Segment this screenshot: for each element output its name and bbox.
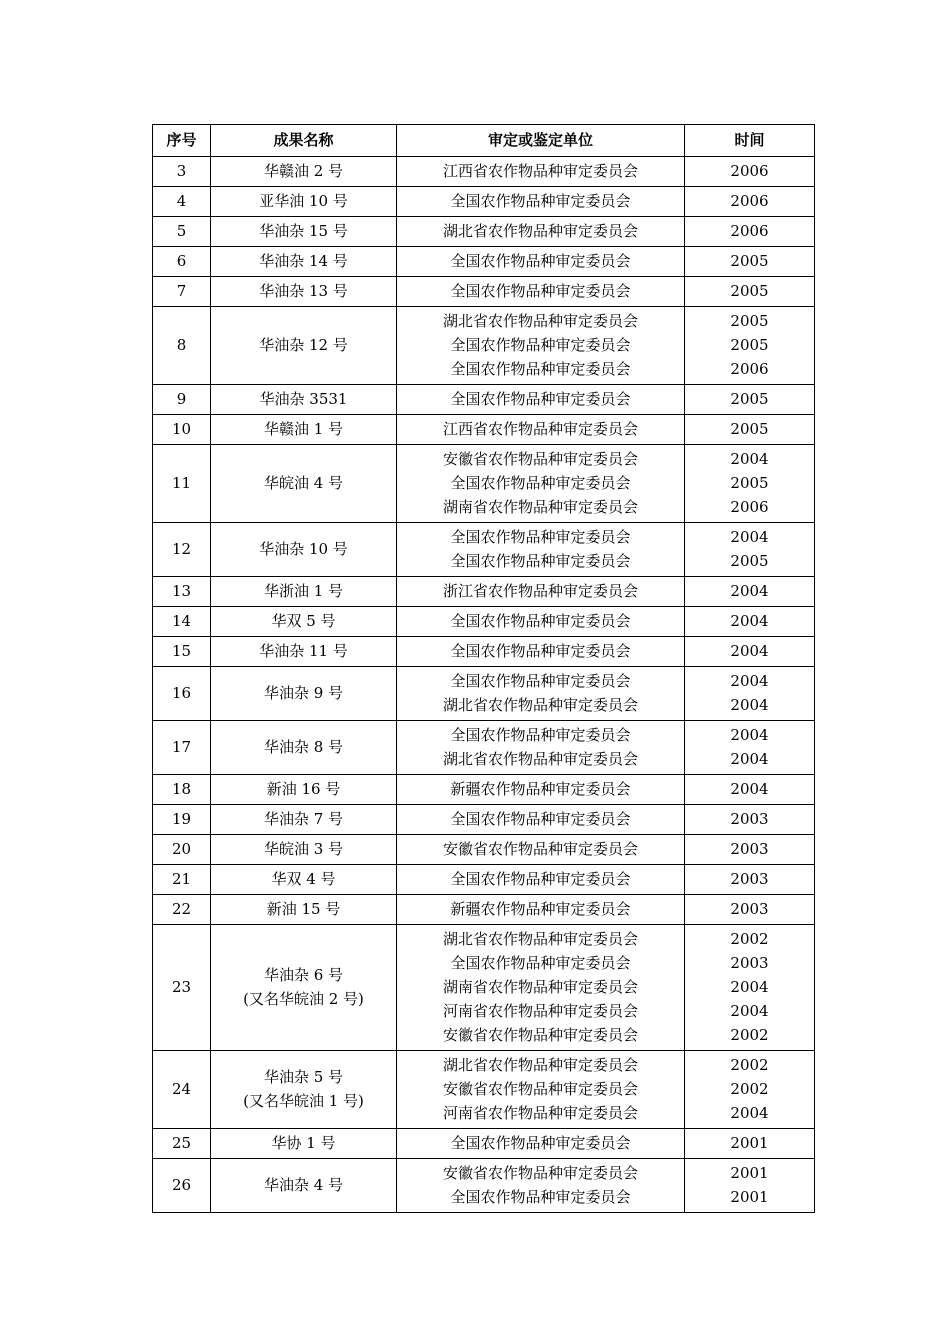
- approval-unit-line: 全国农作物品种审定委员会: [450, 642, 631, 660]
- approval-year-cell: [685, 157, 815, 187]
- approval-unit-cell: [397, 187, 685, 217]
- approval-unit-line: 全国农作物品种审定委员会: [450, 528, 631, 546]
- row-number: 26: [153, 1159, 211, 1213]
- approval-unit-cell: [397, 607, 685, 637]
- approval-year-line: 2002: [730, 930, 769, 948]
- row-number: 7: [153, 277, 211, 307]
- variety-name-cell: [211, 925, 397, 1051]
- approval-year-line: 2003: [730, 840, 769, 858]
- variety-name-cell: [211, 1129, 397, 1159]
- variety-name-line: 华皖油 4 号: [263, 474, 344, 492]
- variety-name-line: 华协 1 号: [271, 1134, 336, 1152]
- approval-unit-cell: [397, 637, 685, 667]
- variety-name-line: 华皖油 3 号: [263, 840, 344, 858]
- variety-name-cell: [211, 307, 397, 385]
- table-row: [153, 523, 815, 577]
- approval-year-cell: [685, 607, 815, 637]
- variety-name-line: (又名华皖油 1 号): [243, 1092, 364, 1110]
- table-row: [153, 865, 815, 895]
- approval-unit-cell: [397, 577, 685, 607]
- variety-name-cell: [211, 1051, 397, 1129]
- approval-unit-line: 全国农作物品种审定委员会: [450, 252, 631, 270]
- row-number: 11: [153, 445, 211, 523]
- approval-unit-line: 全国农作物品种审定委员会: [450, 360, 631, 378]
- approval-unit-cell: [397, 523, 685, 577]
- approval-year-cell: [685, 775, 815, 805]
- row-number: 6: [153, 247, 211, 277]
- table-row: [153, 307, 815, 385]
- approval-year-line: 2003: [730, 810, 769, 828]
- variety-name-cell: [211, 445, 397, 523]
- approval-unit-line: 湖北省农作物品种审定委员会: [442, 750, 638, 768]
- approval-year-cell: [685, 835, 815, 865]
- variety-name-cell: [211, 865, 397, 895]
- table-body: [153, 157, 815, 1213]
- row-number: 18: [153, 775, 211, 805]
- table-row: [153, 247, 815, 277]
- variety-name-cell: [211, 217, 397, 247]
- row-number: 4: [153, 187, 211, 217]
- variety-name-cell: [211, 607, 397, 637]
- approval-year-cell: [685, 925, 815, 1051]
- approval-year-line: 2001: [730, 1134, 769, 1152]
- approval-unit-line: 河南省农作物品种审定委员会: [442, 1104, 638, 1122]
- variety-name-line: (又名华皖油 2 号): [243, 990, 364, 1008]
- approval-unit-line: 湖北省农作物品种审定委员会: [442, 312, 638, 330]
- variety-name-line: 华油杂 9 号: [263, 684, 344, 702]
- approval-unit-line: 全国农作物品种审定委员会: [450, 282, 631, 300]
- approval-unit-line: 安徽省农作物品种审定委员会: [442, 840, 638, 858]
- variety-name-line: 华油杂 4 号: [263, 1176, 344, 1194]
- variety-name-cell: [211, 247, 397, 277]
- approval-year-cell: [685, 1159, 815, 1213]
- approval-year-line: 2005: [730, 282, 769, 300]
- approval-unit-line: 全国农作物品种审定委员会: [450, 726, 631, 744]
- approval-year-cell: [685, 865, 815, 895]
- approval-year-cell: [685, 277, 815, 307]
- approval-unit-line: 全国农作物品种审定委员会: [450, 1134, 631, 1152]
- approval-year-line: 2004: [730, 450, 769, 468]
- approval-unit-cell: [397, 721, 685, 775]
- approval-unit-line: 湖北省农作物品种审定委员会: [442, 1056, 638, 1074]
- approval-year-line: 2005: [730, 312, 769, 330]
- approval-unit-line: 全国农作物品种审定委员会: [450, 672, 631, 690]
- approval-year-cell: [685, 247, 815, 277]
- approval-unit-line: 江西省农作物品种审定委员会: [442, 162, 638, 180]
- variety-name-line: 华油杂 13 号: [259, 282, 348, 300]
- row-number: 19: [153, 805, 211, 835]
- approval-year-line: 2004: [730, 780, 769, 798]
- approval-unit-cell: [397, 277, 685, 307]
- variety-name-cell: [211, 805, 397, 835]
- approval-year-line: 2001: [730, 1164, 769, 1182]
- table-row: [153, 445, 815, 523]
- approval-year-line: 2006: [730, 162, 769, 180]
- approval-year-cell: [685, 385, 815, 415]
- variety-name-line: 华油杂 7 号: [263, 810, 344, 828]
- approval-unit-cell: [397, 805, 685, 835]
- approval-year-line: 2004: [730, 1002, 769, 1020]
- table-row: [153, 217, 815, 247]
- row-number: 16: [153, 667, 211, 721]
- approval-unit-line: 湖北省农作物品种审定委员会: [442, 222, 638, 240]
- variety-name-line: 华油杂 14 号: [259, 252, 348, 270]
- approval-unit-cell: [397, 775, 685, 805]
- row-number: 14: [153, 607, 211, 637]
- variety-name-line: 亚华油 10 号: [259, 192, 348, 210]
- table-row: [153, 1159, 815, 1213]
- variety-name-line: 华双 4 号: [271, 870, 336, 888]
- header-no: 序号: [153, 125, 211, 157]
- table-row: [153, 577, 815, 607]
- variety-name-cell: [211, 637, 397, 667]
- variety-name-cell: [211, 775, 397, 805]
- achievements-table: [152, 124, 815, 1213]
- approval-unit-cell: [397, 157, 685, 187]
- variety-name-line: 新油 16 号: [266, 780, 341, 798]
- approval-year-cell: [685, 805, 815, 835]
- approval-unit-line: 全国农作物品种审定委员会: [450, 810, 631, 828]
- variety-name-cell: [211, 835, 397, 865]
- approval-year-cell: [685, 415, 815, 445]
- variety-name-line: 华油杂 6 号: [263, 966, 344, 984]
- row-number: 15: [153, 637, 211, 667]
- approval-year-line: 2005: [730, 336, 769, 354]
- approval-unit-cell: [397, 1051, 685, 1129]
- approval-year-line: 2004: [730, 528, 769, 546]
- row-number: 5: [153, 217, 211, 247]
- approval-unit-cell: [397, 1159, 685, 1213]
- row-number: 8: [153, 307, 211, 385]
- variety-name-cell: [211, 157, 397, 187]
- approval-unit-line: 新疆农作物品种审定委员会: [450, 780, 631, 798]
- approval-year-cell: [685, 637, 815, 667]
- approval-unit-cell: [397, 1129, 685, 1159]
- approval-year-line: 2002: [730, 1056, 769, 1074]
- table-row: [153, 415, 815, 445]
- approval-unit-cell: [397, 865, 685, 895]
- approval-unit-cell: [397, 217, 685, 247]
- approval-year-cell: [685, 1129, 815, 1159]
- table-row: [153, 277, 815, 307]
- header-row: [153, 125, 815, 157]
- approval-year-line: 2004: [730, 726, 769, 744]
- approval-unit-cell: [397, 307, 685, 385]
- approval-unit-line: 全国农作物品种审定委员会: [450, 336, 631, 354]
- approval-unit-cell: [397, 247, 685, 277]
- approval-unit-cell: [397, 895, 685, 925]
- approval-year-line: 2003: [730, 954, 769, 972]
- approval-year-line: 2003: [730, 870, 769, 888]
- approval-unit-line: 全国农作物品种审定委员会: [450, 390, 631, 408]
- variety-name-line: 华双 5 号: [271, 612, 336, 630]
- approval-unit-line: 浙江省农作物品种审定委员会: [442, 582, 638, 600]
- variety-name-line: 华油杂 15 号: [259, 222, 348, 240]
- approval-unit-line: 新疆农作物品种审定委员会: [450, 900, 631, 918]
- table-row: [153, 667, 815, 721]
- approval-year-cell: [685, 1051, 815, 1129]
- approval-year-line: 2004: [730, 642, 769, 660]
- variety-name-line: 华赣油 1 号: [263, 420, 344, 438]
- approval-year-cell: [685, 445, 815, 523]
- header-year: 时间: [685, 125, 815, 157]
- approval-unit-line: 安徽省农作物品种审定委员会: [442, 450, 638, 468]
- row-number: 23: [153, 925, 211, 1051]
- approval-unit-cell: [397, 835, 685, 865]
- row-number: 3: [153, 157, 211, 187]
- variety-name-line: 华油杂 10 号: [259, 540, 348, 558]
- variety-name-line: 华赣油 2 号: [263, 162, 344, 180]
- approval-year-line: 2005: [730, 552, 769, 570]
- approval-year-line: 2004: [730, 696, 769, 714]
- row-number: 17: [153, 721, 211, 775]
- approval-unit-cell: [397, 667, 685, 721]
- approval-unit-line: 全国农作物品种审定委员会: [450, 870, 631, 888]
- row-number: 13: [153, 577, 211, 607]
- variety-name-cell: [211, 895, 397, 925]
- variety-name-cell: [211, 667, 397, 721]
- variety-name-cell: [211, 385, 397, 415]
- approval-unit-cell: [397, 415, 685, 445]
- approval-unit-line: 湖南省农作物品种审定委员会: [442, 978, 638, 996]
- approval-unit-line: 全国农作物品种审定委员会: [450, 192, 631, 210]
- variety-name-cell: [211, 577, 397, 607]
- variety-name-line: 华油杂 8 号: [263, 738, 344, 756]
- row-number: 10: [153, 415, 211, 445]
- table-row: [153, 1129, 815, 1159]
- approval-unit-line: 湖北省农作物品种审定委员会: [442, 696, 638, 714]
- approval-unit-line: 全国农作物品种审定委员会: [450, 954, 631, 972]
- approval-year-line: 2002: [730, 1026, 769, 1044]
- approval-year-line: 2004: [730, 750, 769, 768]
- approval-year-cell: [685, 217, 815, 247]
- approval-year-cell: [685, 187, 815, 217]
- approval-unit-line: 全国农作物品种审定委员会: [450, 612, 631, 630]
- table-row: [153, 835, 815, 865]
- approval-unit-cell: [397, 385, 685, 415]
- approval-unit-line: 安徽省农作物品种审定委员会: [442, 1164, 638, 1182]
- approval-year-line: 2003: [730, 900, 769, 918]
- approval-year-cell: [685, 307, 815, 385]
- variety-name-cell: [211, 277, 397, 307]
- approval-year-line: 2005: [730, 252, 769, 270]
- approval-year-line: 2005: [730, 390, 769, 408]
- approval-unit-line: 湖南省农作物品种审定委员会: [442, 498, 638, 516]
- row-number: 25: [153, 1129, 211, 1159]
- approval-unit-cell: [397, 445, 685, 523]
- table-row: [153, 721, 815, 775]
- approval-unit-line: 全国农作物品种审定委员会: [450, 1188, 631, 1206]
- approval-year-line: 2004: [730, 1104, 769, 1122]
- table-row: [153, 925, 815, 1051]
- variety-name-cell: [211, 1159, 397, 1213]
- table-row: [153, 607, 815, 637]
- approval-unit-line: 安徽省农作物品种审定委员会: [442, 1080, 638, 1098]
- approval-year-line: 2004: [730, 672, 769, 690]
- row-number: 20: [153, 835, 211, 865]
- variety-name-line: 华油杂 5 号: [263, 1068, 344, 1086]
- variety-name-cell: [211, 523, 397, 577]
- approval-year-line: 2006: [730, 360, 769, 378]
- approval-unit-line: 江西省农作物品种审定委员会: [442, 420, 638, 438]
- approval-unit-line: 河南省农作物品种审定委员会: [442, 1002, 638, 1020]
- row-number: 9: [153, 385, 211, 415]
- variety-name-cell: [211, 415, 397, 445]
- approval-year-cell: [685, 577, 815, 607]
- approval-year-line: 2005: [730, 420, 769, 438]
- variety-name-line: 华油杂 3531: [259, 390, 348, 408]
- variety-name-line: 新油 15 号: [266, 900, 341, 918]
- table-row: [153, 385, 815, 415]
- table-row: [153, 637, 815, 667]
- row-number: 24: [153, 1051, 211, 1129]
- table-row: [153, 805, 815, 835]
- table-row: [153, 157, 815, 187]
- approval-year-line: 2002: [730, 1080, 769, 1098]
- approval-unit-line: 全国农作物品种审定委员会: [450, 474, 631, 492]
- approval-unit-line: 湖北省农作物品种审定委员会: [442, 930, 638, 948]
- approval-year-cell: [685, 721, 815, 775]
- approval-year-line: 2001: [730, 1188, 769, 1206]
- table-row: [153, 895, 815, 925]
- row-number: 22: [153, 895, 211, 925]
- row-number: 21: [153, 865, 211, 895]
- approval-year-cell: [685, 523, 815, 577]
- approval-unit-line: 安徽省农作物品种审定委员会: [442, 1026, 638, 1044]
- approval-year-line: 2004: [730, 612, 769, 630]
- row-number: 12: [153, 523, 211, 577]
- approval-year-line: 2004: [730, 978, 769, 996]
- approval-unit-line: 全国农作物品种审定委员会: [450, 552, 631, 570]
- approval-year-line: 2006: [730, 222, 769, 240]
- approval-year-line: 2004: [730, 582, 769, 600]
- table-row: [153, 775, 815, 805]
- table-row: [153, 187, 815, 217]
- approval-year-line: 2006: [730, 192, 769, 210]
- header-unit: 审定或鉴定单位: [397, 125, 685, 157]
- approval-year-cell: [685, 667, 815, 721]
- approval-year-line: 2006: [730, 498, 769, 516]
- table-row: [153, 1051, 815, 1129]
- approval-unit-cell: [397, 925, 685, 1051]
- variety-name-line: 华油杂 11 号: [259, 642, 348, 660]
- approval-year-line: 2005: [730, 474, 769, 492]
- variety-name-line: 华浙油 1 号: [263, 582, 344, 600]
- variety-name-line: 华油杂 12 号: [259, 336, 348, 354]
- header-name: 成果名称: [211, 125, 397, 157]
- variety-name-cell: [211, 187, 397, 217]
- approval-year-cell: [685, 895, 815, 925]
- variety-name-cell: [211, 721, 397, 775]
